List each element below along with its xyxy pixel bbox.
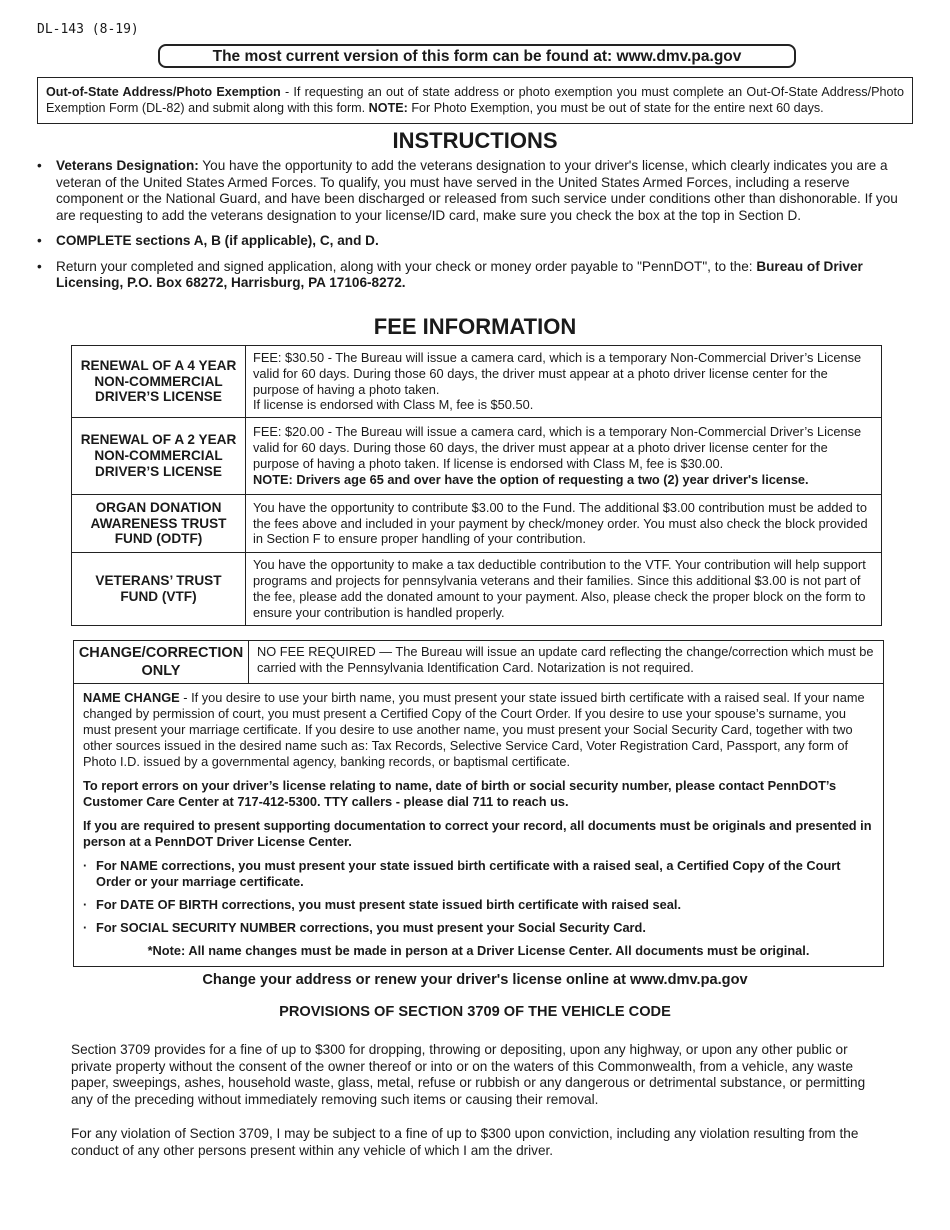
fee-heading: FEE INFORMATION	[373, 314, 577, 339]
change-correction-header	[74, 641, 883, 684]
veterans-text: You have the opportunity to add the veterans designation to your driver's license, which clearly indicates you are a veteran of the United States Armed Forces. To qualify, you must have served in the United States Armed Forces, including a reserve component or the National Guard, and have been discharged or released from such service under conditions other than dishonorable. If you are requesting to add the veterans designation to your license/ID card, make sure you check the box at the top in Section D.	[56, 158, 898, 223]
fee-row-label: RENEWAL OF A 4 YEAR NON-COMMERCIAL DRIVER’S LICENSE	[72, 346, 246, 418]
fee-row-description: FEE: $30.50 - The Bureau will issue a camera card, which is a temporary Non-Commercial Driver’s License valid for 60 days. During those 60 days, the driver must appear at a photo driver license center for the purpose of having a photo taken.	[253, 349, 862, 397]
exemption-note-label: NOTE:	[368, 101, 408, 115]
name-change-label: NAME CHANGE	[83, 690, 180, 705]
name-change-text: - If you desire to use your birth name, you must present your state issued birth certificate with a raised seal. If your name changed by permission of court, you must present a Certified Copy of the Court Order. If you desire to use your spouse’s surname, you must present your marriage certificate. If you desire to use another name, you must present your Social Security Card, together with two other sources issued in the desired name such as: Tax Records, Selective Service Card, Voter Registration Card, Passport, any form of Photo I.D. issued by a governmental agency, banking records, or baptismal certificate.	[83, 690, 865, 769]
veterans-label: Veterans Designation:	[56, 158, 199, 173]
fee-row-text	[246, 346, 882, 418]
change-correction-body	[74, 684, 883, 966]
exemption-box	[37, 77, 913, 124]
instructions-heading: INSTRUCTIONS	[392, 128, 558, 153]
instruction-complete	[37, 233, 913, 250]
provisions-paragraph-1: Section 3709 provides for a fine of up to $300 for dropping, throwing or depositing, upon any highway, or upon any other public or private property without the consent of the owner thereof or into or on the waters of this Commonwealth, from a vehicle, any waste paper, sweepings, ashes, household waste, glass, metal, refuse or rubbish or any dangerous or detrimental substance, or permitting any of the preceding without immediately removing such items or causing their removal.	[71, 1042, 866, 1107]
online-services-note: Change your address or renew your driver's license online at www.dmv.pa.gov	[202, 972, 748, 988]
fee-row-label: ORGAN DONATION AWARENESS TRUST FUND (ODTF)	[72, 495, 246, 553]
fee-row-description: FEE: $20.00 - The Bureau will issue a camera card, which is a temporary Non-Commercial Driver’s License valid for 60 days. During those 60 days, the driver must appear at a photo driver license center for the purpose of having a photo taken. If license is endorsed with Class M, fee is $30.00.	[253, 424, 862, 471]
current-version-banner: The most current version of this form can be found at: www.dmv.pa.gov	[158, 44, 796, 68]
correction-name: · For NAME corrections, you must present your state issued birth certificate with a raised seal, a Certified Copy of the Court Order or your marriage certificate.	[83, 858, 874, 890]
change-correction-text: NO FEE REQUIRED — The Bureau will issue an update card reflecting the change/correction which must be carried with the Pennsylvania Identification Card. Notarization is not required.	[257, 644, 874, 675]
correction-dob: · For DATE OF BIRTH corrections, you must present state issued birth certificate with raised seal.	[83, 897, 874, 913]
fee-row-text: You have the opportunity to make a tax deductible contribution to the VTF. Your contribution will help support programs and projects for pennsylvania veterans and their families. Since this additional $3.00 is not part of the fee, please add the donated amount to your payment. Also, please check the proper block on the form to ensure your contribution is handled properly.	[246, 553, 882, 626]
fee-row-4-year	[72, 346, 882, 418]
supporting-docs-text: If you are required to present supporting documentation to correct your record, all documents must be originals and presented in person at a PennDOT Driver License Center.	[83, 818, 872, 849]
fee-row-label: VETERANS’ TRUST FUND (VTF)	[72, 553, 246, 626]
change-correction-box	[73, 640, 884, 967]
provisions-paragraph-2: For any violation of Section 3709, I may be subject to a fine of up to $300 upon conviction, including any violation resulting from the conduct of any other persons present within any vehicle of which I am the driver.	[71, 1126, 859, 1158]
fee-row-class-m: If license is endorsed with Class M, fee is $50.50.	[253, 397, 534, 413]
form-number: DL-143 (8-19)	[37, 22, 139, 37]
fee-row-odtf	[72, 495, 882, 553]
return-text: Return your completed and signed application, along with your check or money order payable to "PennDOT", to the:	[56, 258, 757, 274]
provisions-heading: PROVISIONS OF SECTION 3709 OF THE VEHICLE CODE	[279, 1004, 671, 1020]
report-errors	[83, 778, 874, 810]
fee-table	[71, 345, 882, 626]
correction-ssn: · For SOCIAL SECURITY NUMBER corrections, you must present your Social Security Card.	[83, 920, 874, 936]
return-address: Bureau of Driver Licensing, P.O. Box 68272, Harrisburg, PA 17106-8272.	[56, 258, 863, 290]
fee-row-note: NOTE: Drivers age 65 and over have the option of requesting a two (2) year driver's license.	[253, 471, 809, 487]
supporting-docs	[83, 818, 874, 850]
correction-requirements	[83, 858, 874, 936]
instructions-list	[37, 158, 913, 301]
name-change-paragraph	[83, 690, 874, 770]
fee-row-2-year	[72, 418, 882, 495]
name-change-note: *Note: All name changes must be made in person at a Driver License Center. All documents must be original.	[147, 943, 810, 958]
fee-row-text: You have the opportunity to contribute $3.00 to the Fund. The additional $3.00 contribution must be added to the fees above and included in your payment by check/money order. You must also check the block provided in Section F to ensure proper handling of your contribution.	[246, 495, 882, 553]
exemption-note-text: For Photo Exemption, you must be out of state for the entire next 60 days.	[407, 101, 824, 115]
fee-row-vtf	[72, 553, 882, 626]
instruction-return	[37, 259, 913, 292]
instruction-veterans	[37, 158, 913, 224]
complete-sections: COMPLETE sections A, B (if applicable), C, and D.	[56, 233, 379, 248]
exemption-text: - If requesting an out of state address or photo exemption you must complete an Out-Of-State Address/Photo Exemption Form (DL-82) and submit along with this form.	[46, 85, 904, 115]
report-errors-text: To report errors on your driver’s license relating to name, date of birth or social security number, please contact PennDOT’s Customer Care Center at 717-412-5300. TTY callers - please dial 711 to reach us.	[83, 778, 837, 809]
exemption-title: Out-of-State Address/Photo Exemption	[46, 85, 281, 99]
fee-row-text	[246, 418, 882, 495]
fee-row-label: RENEWAL OF A 2 YEAR NON-COMMERCIAL DRIVER’S LICENSE	[72, 418, 246, 495]
change-correction-label: CHANGE/CORRECTION ONLY	[74, 641, 249, 683]
